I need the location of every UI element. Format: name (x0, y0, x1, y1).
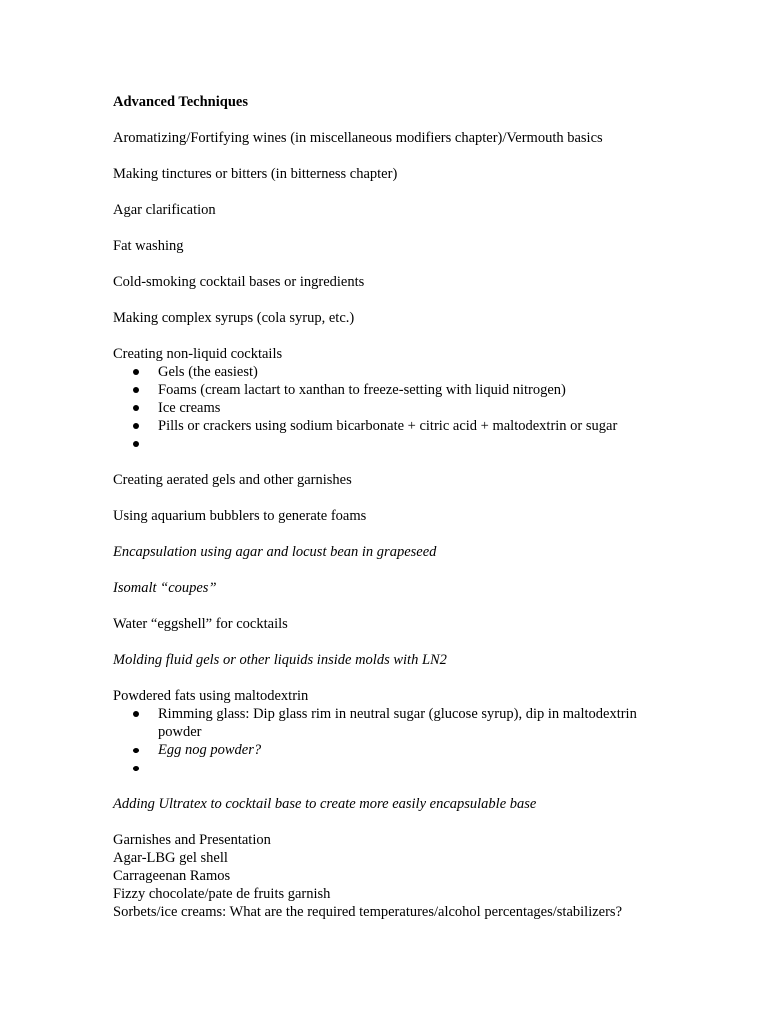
bullet-icon (132, 765, 139, 772)
garnish-line: Carrageenan Ramos (113, 868, 231, 884)
list-item (113, 381, 658, 399)
garnish-line: Agar-LBG gel shell (113, 850, 228, 866)
paragraph-powdered-fats: Powdered fats using maltodextrin (113, 688, 309, 704)
powdered-fats-list (113, 705, 658, 777)
paragraph-cold-smoking: Cold-smoking cocktail bases or ingredients (113, 274, 365, 290)
paragraph-isomalt-coupes: Isomalt “coupes” (113, 580, 217, 596)
list-item (113, 759, 658, 777)
paragraph-agar-clarification: Agar clarification (113, 202, 216, 218)
paragraph-aquarium-bubblers: Using aquarium bubblers to generate foams (113, 508, 367, 524)
paragraph-encapsulation: Encapsulation using agar and locust bean in grapeseed (113, 544, 437, 560)
bullet-icon (132, 747, 139, 754)
garnishes-heading: Garnishes and Presentation (113, 832, 271, 848)
list-item-text: Rimming glass: Dip glass rim in neutral sugar (glucose syrup), dip in maltodextrin powder (158, 706, 637, 740)
bullet-icon (133, 387, 139, 393)
list-item-text: Egg nog powder? (158, 742, 262, 758)
paragraph-tinctures-bitters: Making tinctures or bitters (in bitterness chapter) (113, 166, 398, 182)
bullet-icon (133, 711, 139, 717)
list-item (113, 417, 658, 435)
paragraph-water-eggshell: Water “eggshell” for cocktails (113, 616, 288, 632)
paragraph-ultratex: Adding Ultratex to cocktail base to create more easily encapsulable base (113, 796, 537, 812)
paragraph-aerated-gels: Creating aerated gels and other garnishes (113, 472, 352, 488)
document-page (113, 93, 658, 921)
list-item-text: Gels (the easiest) (158, 364, 258, 380)
list-item-text: Foams (cream lactart to xanthan to freeze-setting with liquid nitrogen) (158, 382, 566, 398)
list-item-text: Ice creams (158, 400, 221, 416)
list-item (113, 741, 658, 759)
paragraph-complex-syrups: Making complex syrups (cola syrup, etc.) (113, 310, 355, 326)
document-title: Advanced Techniques (113, 94, 248, 110)
bullet-icon (133, 441, 139, 447)
list-item (113, 363, 658, 381)
paragraph-non-liquid-cocktails: Creating non-liquid cocktails (113, 346, 283, 362)
non-liquid-cocktails-list (113, 363, 658, 453)
list-item (113, 705, 658, 741)
list-item (113, 399, 658, 417)
list-item (113, 435, 658, 453)
bullet-icon (133, 423, 139, 429)
list-item-text: Pills or crackers using sodium bicarbonate + citric acid + maltodextrin or sugar (158, 418, 618, 434)
bullet-icon (133, 369, 139, 375)
garnish-line: Fizzy chocolate/pate de fruits garnish (113, 886, 331, 902)
paragraph-fat-washing: Fat washing (113, 238, 184, 254)
paragraph-aromatizing-wines: Aromatizing/Fortifying wines (in miscellaneous modifiers chapter)/Vermouth basics (113, 130, 603, 146)
paragraph-molding-fluid-gels: Molding fluid gels or other liquids inside molds with LN2 (113, 652, 447, 668)
bullet-icon (133, 405, 139, 411)
garnish-line: Sorbets/ice creams: What are the required temperatures/alcohol percentages/stabilizers? (113, 904, 623, 920)
